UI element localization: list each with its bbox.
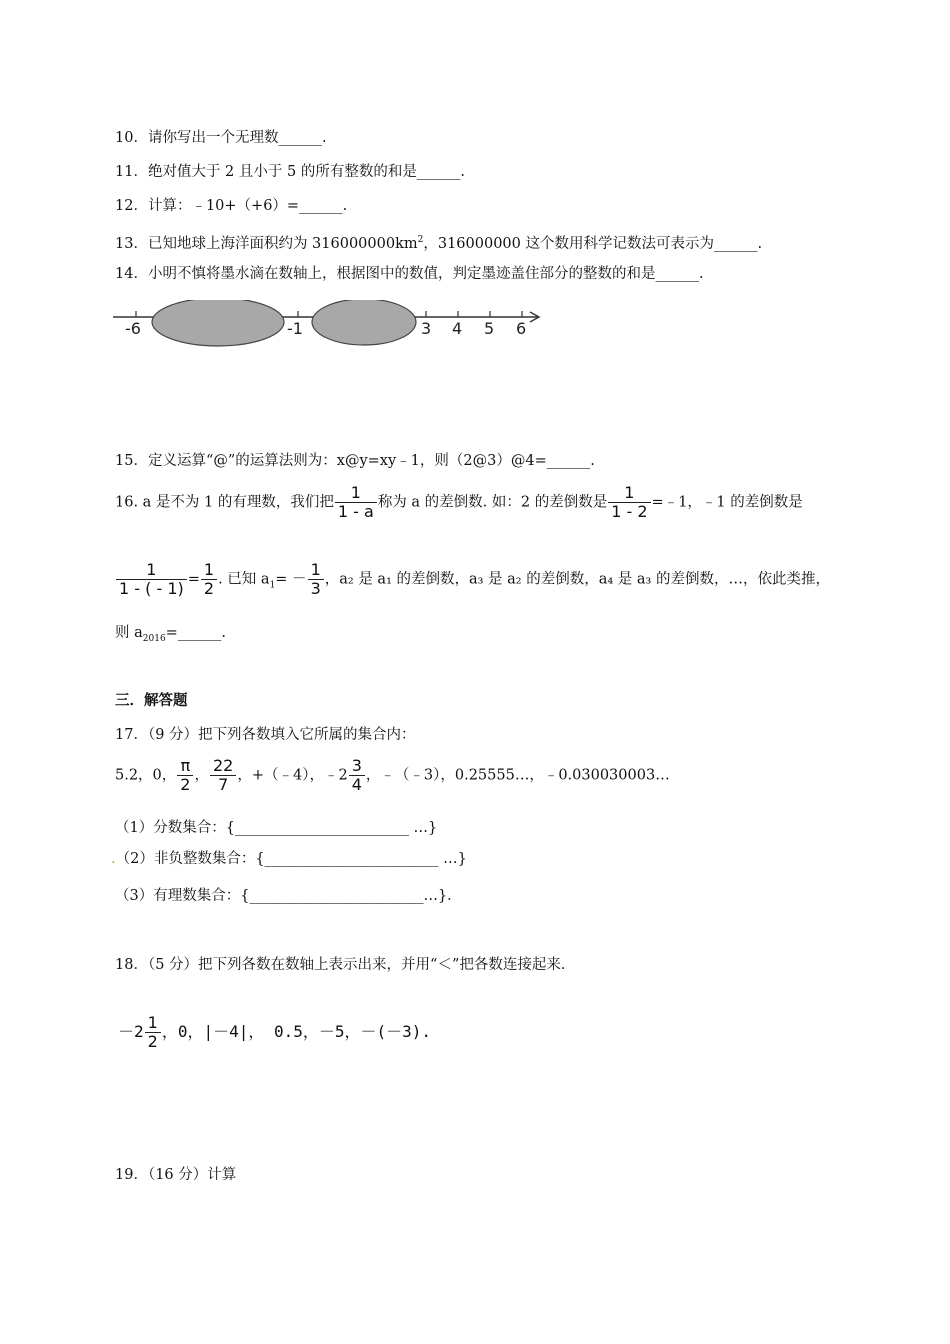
fraction: $\frac{22}{7}$ xyxy=(210,757,236,794)
question-11: 11．绝对值大于 2 且小于 5 的所有整数的和是______. xyxy=(115,164,465,180)
ink-blot-right xyxy=(312,300,416,345)
question-12: 12．计算：﹣10+（+6）=______. xyxy=(115,198,348,214)
question-16-line1: 16. a 是不为 1 的有理数，我们把 $\frac{1}{1 - a}$ 称为 a 的差倒数. 如：2 的差倒数是 $\frac{1}{1 - 2}$ =﹣1，﹣1 的差倒数是 xyxy=(115,483,803,521)
section-3-heading: 三．解答题 xyxy=(115,692,188,709)
tick-label: 3 xyxy=(421,319,432,338)
question-16-line2: $\frac{1}{1 - ( - 1)}$ = $\frac{1}{2}$ . 已知 $a_1=$ － $\frac{1}{3}$ ，a₂ 是 a₁ 的差倒数，a₃ 是 a₂ 的差倒数，a₄ 是 a₃ 的差倒数，…，依此类推， xyxy=(115,561,830,598)
question-18-numbers: －2 $\frac{1}{2}$ ，0，|－4|， 0.5，－5，－(－3). xyxy=(118,1013,432,1051)
fraction: $\frac{3}{4}$ xyxy=(349,757,365,794)
ink-number-line xyxy=(110,300,550,350)
question-16-line3: 则 $a_{2016}=\_\_\_\_\_\_$. xyxy=(115,625,226,644)
fraction: $\frac{1}{1 - 2}$ xyxy=(608,484,650,521)
fraction: $\frac{1}{2}$ xyxy=(201,561,217,598)
question-10: 10．请你写出一个无理数______. xyxy=(115,130,327,146)
tick-label: 6 xyxy=(516,319,527,338)
fraction: $\frac{1}{1 - ( - 1)}$ xyxy=(116,561,187,598)
question-14: 14．小明不慎将墨水滴在数轴上，根据图中的数值，判定墨迹盖住部分的整数的和是______. xyxy=(115,266,704,282)
fraction: $\frac{1}{2}$ xyxy=(145,1014,161,1051)
question-15: 15．定义运算“@”的运算法则为：x@y=xy﹣1，则（2@3）@4=______. xyxy=(115,453,595,469)
question-13: 13．已知地球上海洋面积约为 $316000000km^2$，316000000 这个数用科学记数法可表示为______. xyxy=(115,235,763,252)
set-fractions: （1）分数集合：{________________________ …} xyxy=(115,820,438,836)
question-17-title: 17．（9 分）把下列各数填入它所属的集合内： xyxy=(115,727,416,743)
fraction: $\frac{1}{3}$ xyxy=(308,561,324,598)
question-18-title: 18．（5 分）把下列各数在数轴上表示出来，并用“＜”把各数连接起来． xyxy=(115,957,576,973)
tick-label: -1 xyxy=(287,319,303,338)
fraction: $\frac{\pi}{2}$ xyxy=(177,757,193,794)
ink-blot-left xyxy=(152,300,284,346)
tick-label: -6 xyxy=(125,319,141,338)
fraction: $\frac{1}{1 - a}$ xyxy=(335,484,377,521)
set-nonneg-integers: .（2）非负整数集合：{________________________ …} xyxy=(111,851,467,867)
question-17-numbers: 5.2，0， $\frac{\pi}{2}$ ， $\frac{22}{7}$ ，+（﹣4），﹣2 $\frac{3}{4}$ ，﹣（﹣3），0.25555…，﹣0.030030003… xyxy=(115,756,670,794)
question-19: 19．（16 分）计算 xyxy=(115,1167,237,1183)
set-rationals: （3）有理数集合：{________________________…}． xyxy=(115,888,462,904)
tick-label: 5 xyxy=(484,319,495,338)
tick-label: 4 xyxy=(452,319,463,338)
